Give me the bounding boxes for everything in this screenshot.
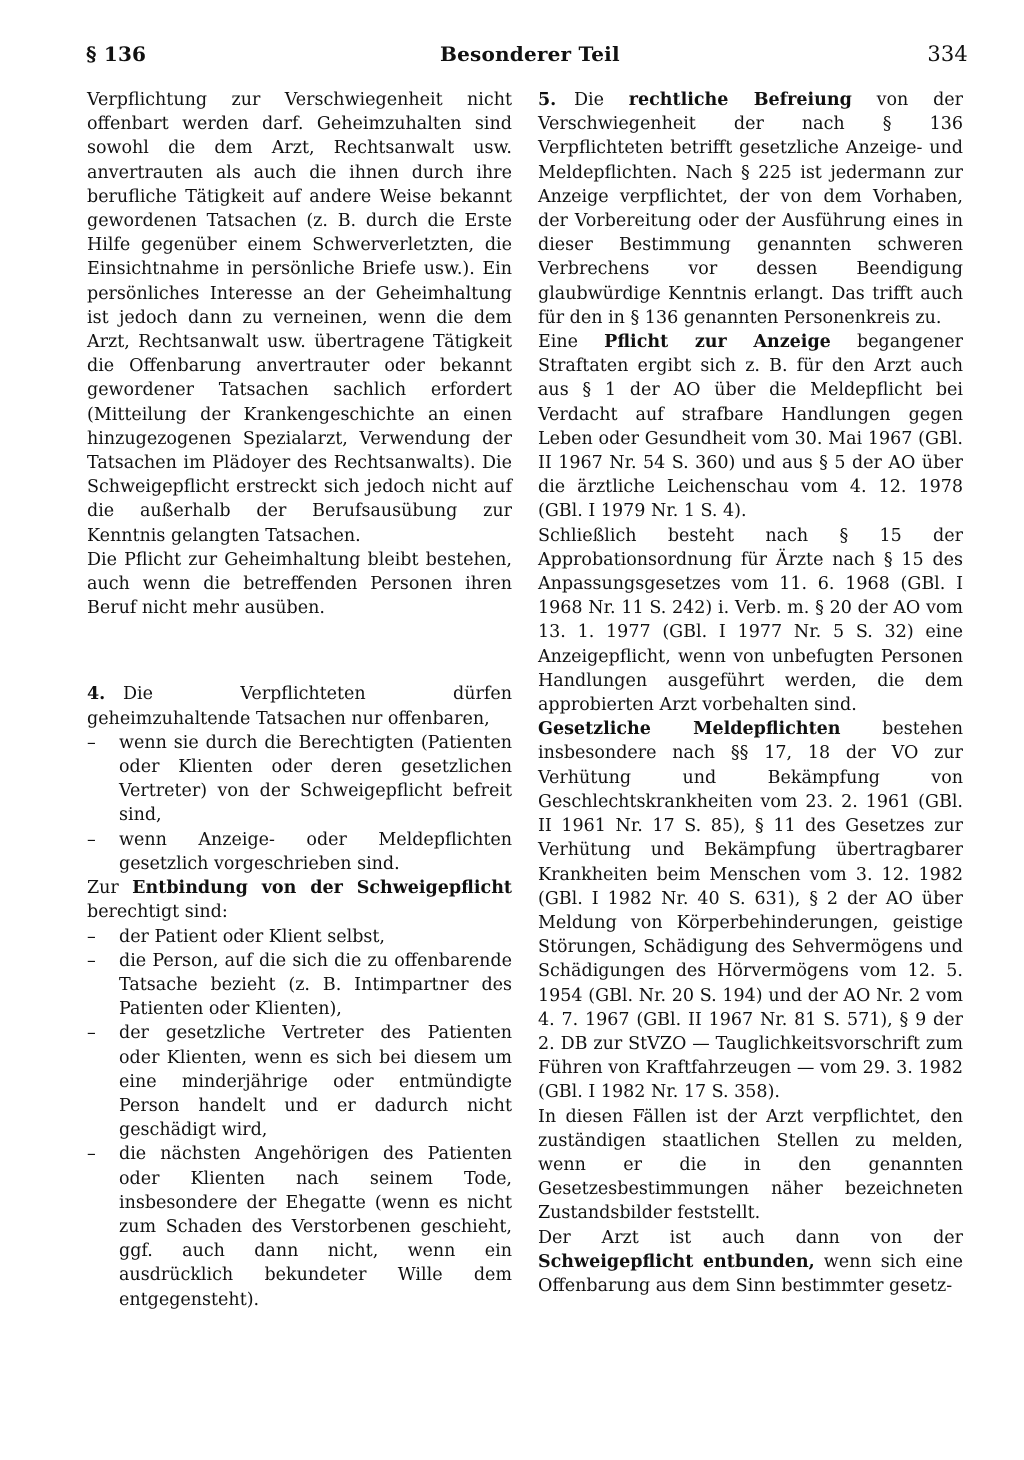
paragraph-4 — [87, 682, 512, 730]
paragraph-approbation: Schließlich besteht nach § 15 der Approbationsordnung für Ärzte nach § 15 des Anpassungsgesetzes vom 11. 6. 1968 (GBl. I 1968 Nr. 11 S. 242) i. Verb. m. § 20 der AO vom 13. 1. 1977 (GBl. I 1977 Nr. 5 S. 32) eine Anzeigepflicht, wenn von unbefugten Personen Handlungen ausgeführt werden, die dem approbierten Arzt vorbehalten sind. — [538, 525, 963, 716]
paragraph-release-physician — [538, 1226, 963, 1299]
list-item: – der gesetzliche Vertreter des Patienten oder Klienten, wenn es sich bei diesem um eine minderjährige oder entmündigte Person handelt und er dadurch nicht geschädigt wird, — [87, 1021, 512, 1142]
paragraph-text: Die Verpflichteten dürfen geheimzuhaltende Tatsachen nur offenbaren, — [87, 684, 512, 729]
bold-term: Gesetzliche Meldepflichten — [538, 719, 841, 740]
paragraph-release — [87, 876, 512, 924]
left-column — [87, 88, 512, 1312]
list-item: – wenn Anzeige- oder Meldepflichten gesetzlich vorgeschrieben sind. — [87, 828, 512, 876]
text-run: bestehen insbesondere nach §§ 17, 18 der VO zur Verhütung und Bekämpfung von Geschlechtskrankheiten vom 23. 2. 1961 (GBl. II 1961 Nr. 17 S. 85), § 11 des Gesetzes zur Verhütung und Bekämpfung übertragbarer Krankheiten beim Menschen vom 3. 12. 1982 (GBl. I 1982 Nr. 40 S. 631), § 2 der AO über Meldung von Körperbehinderungen, geistige Störungen, Schädigung des Sehvermögens und Schädigungen des Hörvermögens vom 12. 5. 1954 (GBl. Nr. 20 S. 194) und der AO Nr. 2 vom 4. 7. 1967 (GBl. II 1967 Nr. 81 S. 571), § 9 der 2. DB zur StVZO — Tauglichkeitsvorschrift zum Führen von Kraftfahrzeugen — vom 29. 3. 1982 (GBl. I 1982 Nr. 17 S. 358). — [538, 719, 963, 1103]
section-number: § 136 — [86, 42, 147, 66]
list-item: – wenn sie durch die Berechtigten (Patienten oder Klienten oder deren gesetzlichen Vertreter) von der Schweigepflicht befreit sind, — [87, 731, 512, 828]
disclosure-conditions-list — [87, 731, 512, 876]
list-item: – die nächsten Angehörigen des Patienten oder Klienten nach seinem Tode, insbesondere der Ehegatte (wenn es nicht zum Schaden des Verstorbenen geschieht, ggf. auch dann nicht, wenn ein ausdrücklich bekundeter Wille dem entgegensteht). — [87, 1142, 512, 1311]
list-item: – der Patient oder Klient selbst, — [87, 925, 512, 949]
list-item: – die Person, auf die sich die zu offenbarende Tatsache bezieht (z. B. Intimpartner des Patienten oder Klienten), — [87, 949, 512, 1022]
text-run: Eine — [538, 332, 605, 353]
bold-term: Schweigepflicht entbunden, — [538, 1251, 815, 1272]
text-run: Die — [574, 90, 629, 110]
running-title: Besonderer Teil — [440, 42, 620, 66]
authorized-persons-list — [87, 925, 512, 1312]
right-column — [538, 88, 963, 1298]
text-run: begangener Straftaten ergibt sich z. B. für den Arzt auch aus § 1 der AO über die Meldepflicht bei Verdacht auf strafbare Handlungen gegen Leben oder Gesundheit vom 30. Mai 1967 (GBl. II 1967 Nr. 54 S. 360) und aus § 5 der AO über die ärztliche Leichenschau vom 4. 12. 1978 (GBl. I 1979 Nr. 1 S. 4). — [538, 332, 964, 522]
bold-term: rechtliche Befreiung — [628, 90, 852, 110]
paragraph-number: 5. — [538, 90, 557, 110]
paragraph-5 — [538, 88, 963, 330]
text-run: berechtigt sind: — [87, 902, 228, 923]
paragraph-duty-to-report — [538, 330, 963, 524]
bold-term: Pflicht zur Anzeige — [604, 332, 831, 353]
text-run: Der Arzt ist auch dann von der — [538, 1227, 963, 1248]
paragraph-number: 4. — [87, 684, 106, 705]
paragraph-reporting-duties — [538, 717, 963, 1104]
text-run: wenn sich eine Offenbarung aus dem Sinn bestimmter gesetz- — [538, 1251, 963, 1296]
bold-term: Entbindung von der Schweigepflicht — [132, 878, 512, 899]
paragraph-confidentiality: Verpflichtung zur Verschwiegenheit nicht offenbart werden darf. Geheimzuhalten sind sowohl die dem Arzt, Rechtsanwalt usw. anvertrauten als auch die ihnen durch ihre berufliche Tätigkeit auf andere Weise bekannt gewordenen Tatsachen (z. B. durch die Erste Hilfe gegenüber einem Schwerverletzten, die Einsichtnahme in persönliche Briefe usw.). Ein persönliches Interesse an der Geheimhaltung ist jedoch dann zu verneinen, wenn die dem Arzt, Rechtsanwalt usw. übertragene Tätigkeit die Offenbarung anvertrauter oder bekannt gewordener Tatsachen sachlich erfordert (Mitteilung der Krankengeschichte an einen hinzugezogenen Spezialarzt, Verwendung der Tatsachen im Plädoyer des Rechtsanwalts). Die Schweigepflicht erstreckt sich jedoch nicht auf die außerhalb der Berufsausübung zur Kenntnis gelangten Tatsachen. — [87, 90, 512, 546]
text-run: von der Verschwiegenheit der nach § 136 Verpflichteten betrifft gesetzliche Anzeige- und Meldepflichten. Nach § 225 ist jedermann zur Anzeige verpflichtet, der von dem Vorhaben, der Vorbereitung oder der Ausführung eines in dieser Bestimmung genannten schweren Verbrechens vor dessen Beendigung glaubwürdige Kenntnis erlangt. Das trifft auch für den in § 136 genannten Personenkreis zu. — [538, 90, 964, 328]
page-number: 334 — [927, 42, 968, 66]
paragraph-physician-obligation: In diesen Fällen ist der Arzt verpflichtet, den zuständigen staatlichen Stellen zu melden, wenn er die in den genannten Gesetzesbestimmungen näher bezeichneten Zustandsbilder feststellt. — [538, 1106, 963, 1224]
paragraph-duty-persists: Die Pflicht zur Geheimhaltung bleibt bestehen, auch wenn die betreffenden Personen ihren Beruf nicht mehr ausüben. — [87, 549, 512, 619]
section-gap — [87, 620, 512, 682]
text-run: Zur — [87, 878, 133, 899]
